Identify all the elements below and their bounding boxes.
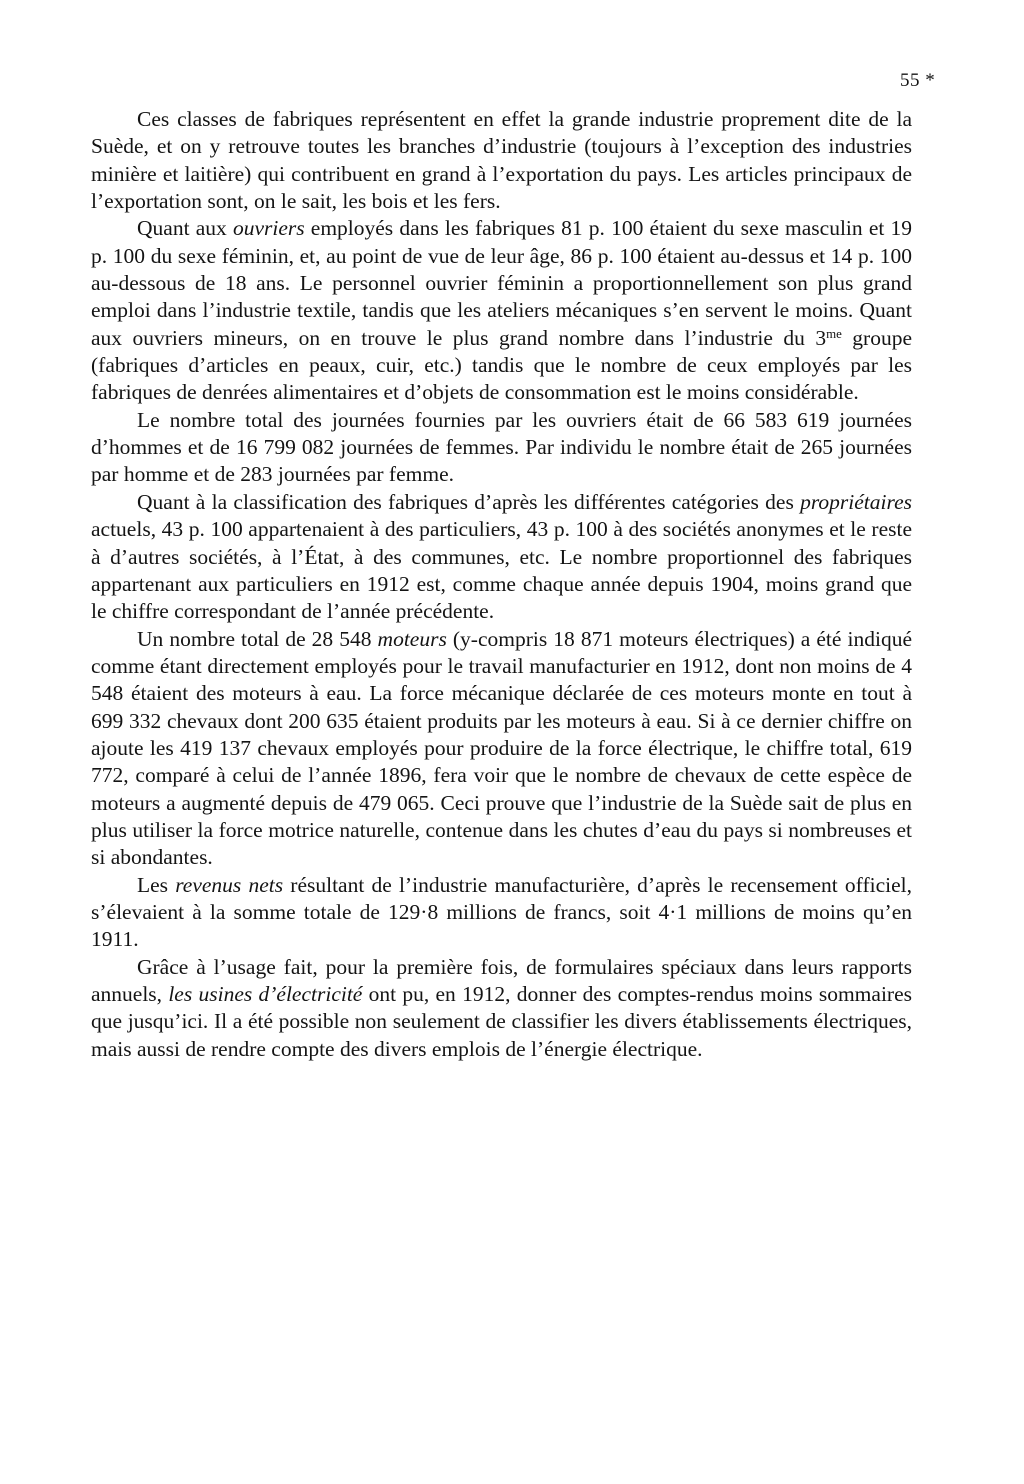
body-text: [91, 106, 912, 1063]
text-segment: Ces classes de fabriques représentent en effet la grande industrie proprement dite de la Suède, et on y retrouve toutes les branches d’industrie (toujours à l’exception des industries minière et laitière) qui contribuent en grand à l’exportation du pays. Les articles principaux de l’exportation sont, on le sait, les bois et les fers.: [91, 107, 912, 214]
text-segment: Grâce à l’usage fait, pour la première fois, de formulaires spéciaux dans leurs rapports annuels,: [91, 954, 912, 1006]
superscript-text: me: [826, 326, 842, 341]
text-segment: Quant à la classification des fabriques d’après les différentes catégories des: [137, 489, 801, 514]
paragraph: [91, 872, 912, 954]
text-segment: actuels, 43 p. 100 appartenaient à des particuliers, 43 p. 100 à des sociétés anonymes et le reste à d’autres sociétés, à l’État, à des communes, etc. Le nombre proportionnel des fabriques appartenant aux particuliers en 1912 est, comme chaque année depuis 1904, moins grand que le chiffre correspondant de l’année précédente.: [91, 517, 912, 624]
italic-text: moteurs: [377, 626, 447, 651]
paragraph: [91, 106, 912, 215]
text-segment: Un nombre total de 28 548: [137, 626, 378, 651]
paragraph: [91, 407, 912, 489]
text-segment: groupe (fabriques d’articles en peaux, cuir, etc.) tandis que le nombre de ceux employés par les fabriques de denrées alimentaires et d’objets de consommation est le moins considérable.: [91, 325, 913, 405]
paragraph: [91, 954, 912, 1063]
italic-text: ouvriers: [232, 216, 305, 241]
italic-text: les usines d’électricité: [168, 982, 363, 1006]
text-segment: Quant aux: [137, 216, 233, 241]
text-segment: Les: [137, 872, 176, 897]
text-segment: (y-compris 18 871 moteurs électriques) a été indiqué comme étant directement employés pour le travail manufacturier en 1912, dont non moins de 4 548 étaient des moteurs à eau. La force mécanique déclarée de ces moteurs monte en tout à 699 332 chevaux dont 200 635 étaient produits par les moteurs à eau. Si à ce dernier chiffre on ajoute les 419 137 chevaux employés pour produire de la force électrique, le chiffre total, 619 772, comparé à celui de l’année 1896, fera voir que le nombre de chevaux de cette espèce de moteurs a augmenté depuis de 479 065. Ceci prouve que l’industrie de la Suède sait de plus en plus utiliser la force motrice naturelle, contenue dans les chutes d’eau du pays si nombreuses et si abondantes.: [91, 626, 912, 870]
text-segment: Le nombre total des journées fournies par les ouvriers était de 66 583 619 journées d’hommes et de 16 799 082 journées de femmes. Par individu le nombre était de 265 journées par homme et de 283 journées par femme.: [91, 407, 912, 487]
page-number: 55 *: [900, 70, 936, 91]
text-segment: résultant de l’industrie manufacturière, d’après le recensement officiel, s’élevaient à la somme totale de 129·8 millions de francs, soit 4·1 millions de moins qu’en 1911.: [91, 872, 912, 952]
paragraph: [91, 626, 912, 872]
italic-text: revenus nets: [175, 872, 284, 897]
paragraph: [91, 489, 912, 626]
text-segment: employés dans les fabriques 81 p. 100 étaient du sexe masculin et 19 p. 100 du sexe féminin, et, au point de vue de leur âge, 86 p. 100 étaient au-dessus et 14 p. 100 au-dessous de 18 ans. Le personnel ouvrier féminin a proportionnellement son plus grand emploi dans l’industrie textile, tandis que les ateliers mécaniques s’en servent le moins. Quant aux ouvriers mineurs, on en trouve le plus grand nombre dans l’industrie du 3: [91, 216, 913, 350]
paragraph: [91, 215, 912, 406]
italic-text: propriétaires: [800, 489, 912, 514]
text-segment: ont pu, en 1912, donner des comptes-rendus moins sommaires que jusqu’ici. Il a été possible non seulement de classifier les divers établissements électriques, mais aussi de rendre compte des divers emplois de l’énergie électrique.: [91, 982, 912, 1061]
